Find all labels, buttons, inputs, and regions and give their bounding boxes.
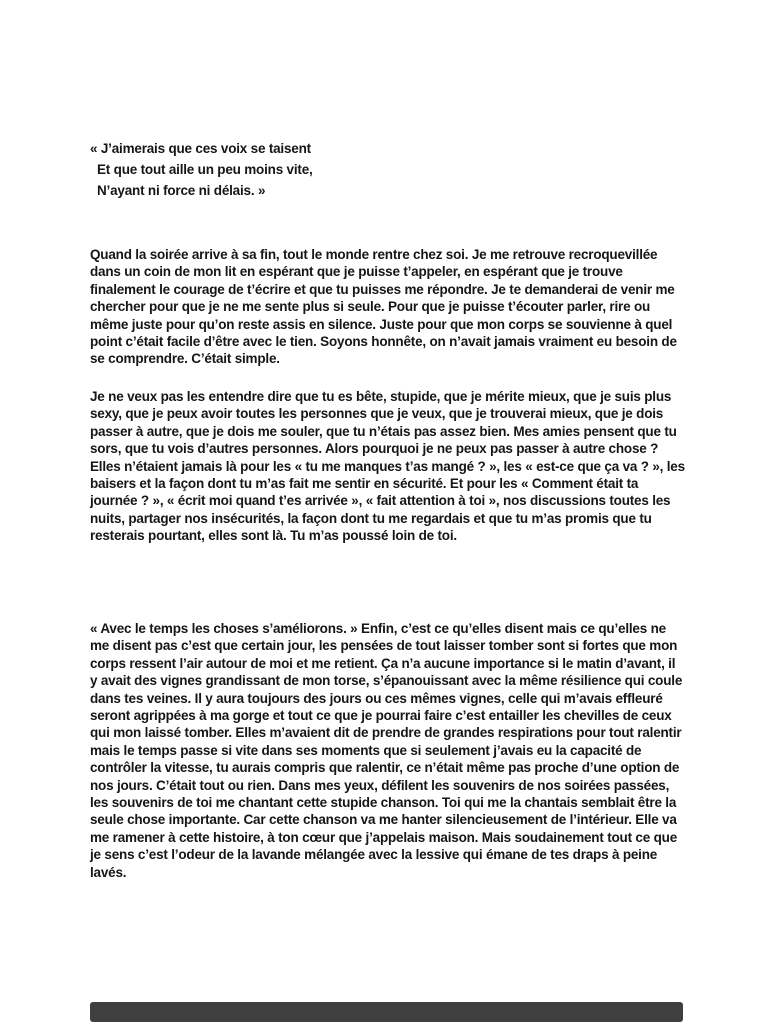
paragraph-1: Quand la soirée arrive à sa fin, tout le monde rentre chez soi. Je me retrouve recroquevillée dans un coin de mon lit en espérant que je puisse t’appeler, en espérant que je trouve finalement le courage de t’écrire et que tu puisses me répondre. Je te demanderai de venir me chercher pour que je ne me sente plus si seule. Pour que je puisse t’écouter parler, rire ou même juste pour qu’on reste assis en silence. Juste pour que mon corps se souvienne à quel point c’était facile d’être avec le tien. Soyons honnête, on n’avait jamais vraiment eu besoin de se comprendre. C’était simple. — [90, 247, 677, 367]
quote-line-1: « J’aimerais que ces voix se taisent — [90, 141, 311, 156]
paragraph-2: Je ne veux pas les entendre dire que tu es bête, stupide, que je mérite mieux, que je suis plus sexy, que je peux avoir toutes les personnes que je veux, que je trouverai mieux, que je dois passer à autre, que je dois me souler, que tu n’étais pas assez bien. Mes amies pensent que tu sors, que tu vois d’autres personnes. Alors pourquoi je ne peux pas passer à autre chose ? Elles n’étaient jamais là pour les « tu me manques t’as mangé ? », les « est-ce que ça va ? », les baisers et la façon dont tu m’as fait me sentir en sécurité. Et pour les « Comment était ta journée ? », « écrit moi quand t’es arrivée », « fait attention à toi », nos discussions toutes les nuits, partager nos insécurités, la façon dont tu me regardais et que tu m’as promis que tu resterais pourtant, elles sont là. Tu m’as poussé loin de toi. — [90, 389, 685, 544]
paragraph-3: « Avec le temps les choses s’améliorons. » Enfin, c’est ce qu’elles disent mais ce qu’elles ne me disent pas c’est que certain jour, les pensées de tout laisser tomber sont si fortes que mon corps ressent l’air autour de moi et me retient. Ça n’a aucune importance si le matin d’avant, il y avait des vignes grandissant de mon torse, s’épanouissant avec la même résilience qui coule dans tes veines. Il y aura toujours des jours ou ces mêmes vignes, celle qui m’avais effleuré seront agrippées à ma gorge et tout ce que je pourrai faire c’est entailler les chevilles de ceux qui mon laissé tomber. Elles m’avaient dit de prendre de grandes respirations pour tout ralentir mais le temps passe si vite dans ses moments que si seulement j’avais eu la capacité de contrôler la vitesse, tu aurais compris que ralentir, ce n’était même pas proche d’une option de nos jours. C’était tout ou rien. Dans mes yeux, défilent les souvenirs de nos soirées passées, les souvenirs de toi me chantant cette stupide chanson. Toi qui me la chantais semblait être la seule chose importante. Car cette chanson va me hanter silencieusement de l’intérieur. Elle va me ramener à cette histoire, à ton cœur que j’appelais maison. Mais soudainement tout ce que je sens c’est l’odeur de la lavande mélangée avec la lessive qui émane de tes draps à peine lavés. — [90, 621, 683, 880]
bottom-toolbar[interactable] — [90, 1002, 683, 1022]
quote-line-3: N’ayant ni force ni délais. » — [97, 183, 266, 198]
quote-line-2: Et que tout aille un peu moins vite, — [97, 162, 313, 177]
opening-quote — [90, 138, 686, 201]
